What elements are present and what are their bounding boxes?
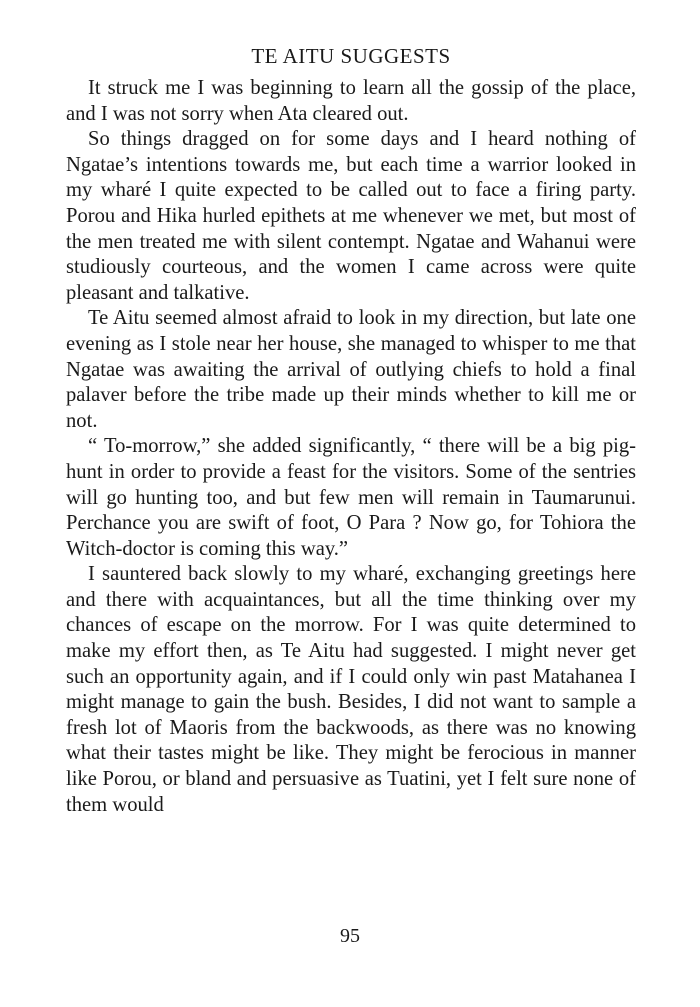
paragraph-4: “ To-morrow,” she added significantly, “ there will be a big pig-hunt in order to provide a feast for the visitors. Some of the sentries will go hunting too, and but few men will remain in Taumarunui. Perchance you are swift of foot, O Para ? Now go, for Tohiora the Witch-doctor is coming this way.” bbox=[66, 435, 636, 560]
paragraph-3: Te Aitu seemed almost afraid to look in my direction, but late one evening as I stole near her house, she managed to whisper to me that Ngatae was awaiting the arrival of outlying chiefs to hold a final palaver before the tribe made up their minds whether to kill me or not. bbox=[66, 307, 636, 432]
body-text bbox=[66, 76, 636, 818]
running-head: TE AITU SUGGESTS bbox=[251, 44, 451, 68]
page-number: 95 bbox=[340, 925, 360, 947]
paragraph-2: So things dragged on for some days and I heard nothing of Ngatae’s intentions towards me, but each time a warrior looked in my wharé I quite expected to be called out to face a firing party. Porou and Hika hurled epithets at me whenever we met, but most of the men treated me with silent contempt. Ngatae and Wahanui were studiously courteous, and the women I came across were quite pleasant and talkative. bbox=[66, 128, 636, 304]
paragraph-1: It struck me I was beginning to learn all the gossip of the place, and I was not sorry when Ata cleared out. bbox=[66, 77, 636, 125]
paragraph-5: I sauntered back slowly to my wharé, exchanging greetings here and there with acquaintances, but all the time thinking over my chances of escape on the morrow. For I was quite determined to make my effort then, as Te Aitu had suggested. I might never get such an opportunity again, and if I could only win past Matahanea I might manage to gain the bush. Besides, I did not want to sample a fresh lot of Maoris from the backwoods, as there was no knowing what their tastes might be like. They might be ferocious in manner like Porou, or bland and persuasive as Tuatini, yet I felt sure none of them would bbox=[66, 563, 636, 816]
book-page bbox=[66, 38, 636, 818]
